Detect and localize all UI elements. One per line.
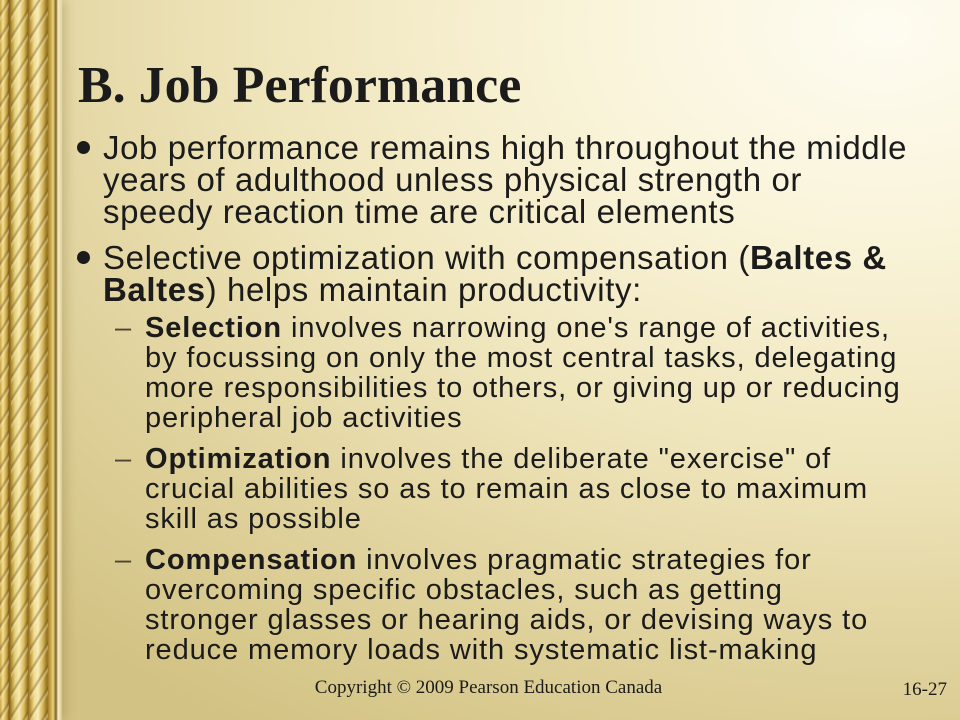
bullet-line: years of adulthood unless physical strength or [103,161,802,198]
sub-bullet-compensation [115,544,869,666]
term-selection: Selection [145,312,283,344]
bullet-dot-icon [77,141,90,154]
sub-bullet-line [145,545,868,575]
left-rope-border [0,0,62,720]
sub-bullet-line: stronger glasses or hearing aids, or devising ways to [145,604,869,636]
rope-strand [11,0,28,720]
sub-bullet-line: peripheral job activities [145,402,463,434]
sub-bullet-text: involves narrowing one's range of activities, [282,312,890,344]
sub-bullet-optimization [115,443,868,535]
bullet-item [103,239,887,308]
sub-bullet-text: involves pragmatic strategies for [357,544,812,576]
bullet-text: ) helps maintain productivity: [205,271,642,308]
sub-bullet-line: crucial abilities so as to remain as close to maximum [145,473,868,505]
rope-strand [30,0,48,720]
sub-bullet-line: reduce memory loads with systematic list-making [145,634,818,666]
sub-bullet-line: more responsibilities to others, or giving up or reducing [145,372,901,404]
sub-bullet-line: by focussing on only the most central tasks, delegating [145,342,898,374]
sub-bullet-line: skill as possible [145,503,362,535]
dash-marker: – [115,544,132,576]
bullet-line [103,271,887,308]
bullet-dot-icon [77,251,90,264]
sub-bullet-line [145,444,868,474]
slide-title: B. Job Performance [78,57,522,114]
sub-bullet-text: involves the deliberate "exercise" of [331,443,832,475]
footer-copyright: Copyright © 2009 Pearson Education Canada [314,677,663,698]
bullet-text: Selective optimization with compensation ( [103,239,750,276]
dash-marker: – [115,312,132,344]
term-compensation: Compensation [145,544,358,576]
sub-bullet-selection [115,312,901,434]
slide-number: 16-27 [902,679,947,700]
rope-strand [0,0,9,720]
dash-marker: – [115,443,132,475]
author-citation: Baltes [103,271,206,308]
bullet-line [103,239,887,276]
bullet-line: speedy reaction time are critical elements [103,193,736,230]
bullet-line: Job performance remains high throughout the middle [103,129,908,166]
sub-bullet-line: overcoming specific obstacles, such as getting [145,574,783,606]
author-citation: Baltes & [750,239,887,276]
bullet-item [103,129,908,230]
sub-bullet-line [145,313,901,343]
term-optimization: Optimization [145,443,332,475]
